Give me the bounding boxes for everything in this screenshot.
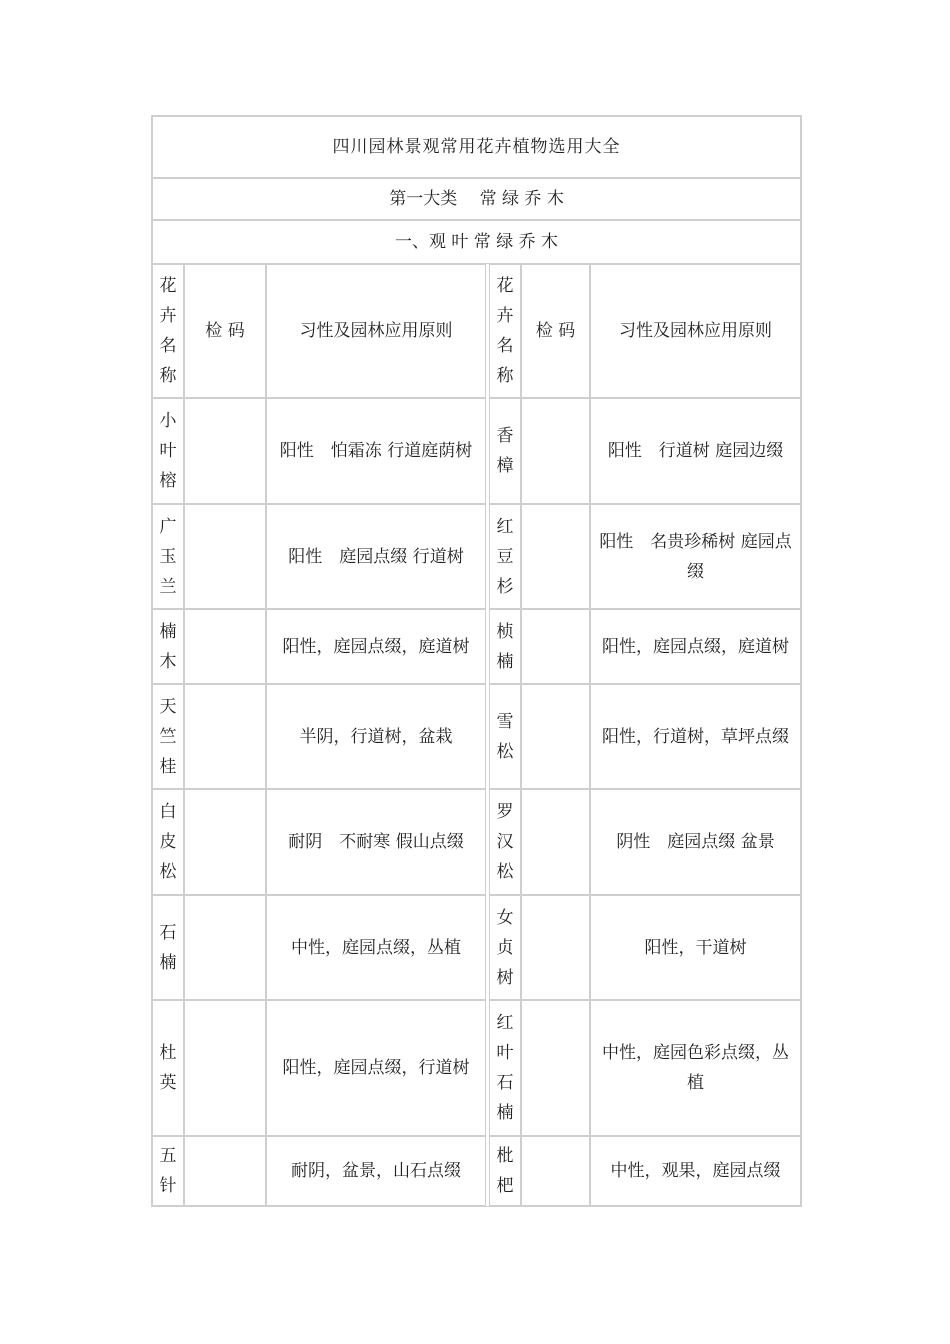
- habit-cell: 耐阴 不耐寒 假山点缀: [266, 789, 486, 895]
- code-cell: [521, 1000, 590, 1136]
- habit-cell: 中性，庭园色彩点缀，丛植: [590, 1000, 801, 1136]
- plant-name-cell: [152, 895, 184, 1000]
- habit-cell: 耐阴，盆景，山石点缀: [266, 1136, 486, 1206]
- plant-name-cell: [489, 1136, 521, 1206]
- code-cell: [184, 789, 266, 895]
- table-row: [152, 895, 801, 1000]
- habit-cell: 阳性，庭园点缀，庭道树: [590, 609, 801, 684]
- table-row: [152, 1000, 801, 1136]
- code-cell: [521, 504, 590, 609]
- habit-cell: 阳性 名贵珍稀树 庭园点缀: [590, 504, 801, 609]
- plant-name-cell: [489, 684, 521, 789]
- plant-name-cell: [152, 1000, 184, 1136]
- header-name-left: [152, 264, 184, 398]
- table-row: [152, 1136, 801, 1206]
- subcategory-heading: 一、观 叶 常 绿 乔 木: [152, 220, 801, 264]
- plant-name: 雪松: [496, 711, 514, 762]
- habit-cell: 阳性，庭园点缀，庭道树: [266, 609, 486, 684]
- plant-name: 小叶榕: [159, 411, 177, 491]
- code-cell: [521, 684, 590, 789]
- habit-cell: 阳性 庭园点缀 行道树: [266, 504, 486, 609]
- plant-name: 红叶石楠: [496, 1013, 514, 1123]
- code-cell: [184, 1136, 266, 1206]
- plant-name: 罗汉松: [496, 802, 514, 882]
- table-row: [152, 684, 801, 789]
- habit-cell: 阴性 庭园点缀 盆景: [590, 789, 801, 895]
- plant-name: 香樟: [496, 426, 514, 476]
- plant-name-cell: [489, 895, 521, 1000]
- plant-name-cell: [152, 609, 184, 684]
- table-row: [152, 398, 801, 504]
- header-name-text: 花卉名称: [159, 276, 177, 386]
- plant-name: 天竺桂: [159, 696, 177, 777]
- plant-name: 桢楠: [496, 621, 514, 672]
- code-cell: [184, 504, 266, 609]
- plant-name: 杜英: [159, 1043, 177, 1093]
- header-name-text: 花卉名称: [496, 276, 514, 386]
- plant-name-cell: [152, 1136, 184, 1206]
- habit-cell: 中性，观果，庭园点缀: [590, 1136, 801, 1206]
- header-desc-left: 习性及园林应用原则: [266, 264, 486, 398]
- plant-name-cell: [152, 504, 184, 609]
- plant-name: 红豆杉: [496, 516, 514, 597]
- table-row: [152, 609, 801, 684]
- code-cell: [521, 895, 590, 1000]
- habit-cell: 阳性，干道树: [590, 895, 801, 1000]
- plant-name: 楠木: [159, 621, 177, 672]
- plant-name: 白皮松: [159, 802, 177, 882]
- code-cell: [521, 398, 590, 504]
- header-code-left: 检 码: [184, 264, 266, 398]
- plant-name: 枇杷: [496, 1146, 514, 1196]
- code-cell: [521, 609, 590, 684]
- header-row: [152, 264, 801, 398]
- habit-cell: 中性，庭园点缀，丛植: [266, 895, 486, 1000]
- code-cell: [521, 789, 590, 895]
- plant-name-cell: [489, 1000, 521, 1136]
- plant-name-cell: [152, 398, 184, 504]
- habit-cell: 半阴，行道树，盆栽: [266, 684, 486, 789]
- habit-cell: 阳性 怕霜冻 行道庭荫树: [266, 398, 486, 504]
- code-cell: [184, 398, 266, 504]
- code-cell: [521, 1136, 590, 1206]
- plant-name-cell: [152, 789, 184, 895]
- code-cell: [184, 684, 266, 789]
- category-heading: 第一大类 常 绿 乔 木: [152, 178, 801, 220]
- header-name-right: [489, 264, 521, 398]
- habit-cell: 阳性 行道树 庭园边缀: [590, 398, 801, 504]
- table-row: [152, 504, 801, 609]
- table-row: [152, 789, 801, 895]
- plant-name: 石楠: [159, 922, 177, 973]
- header-code-right: 检 码: [521, 264, 590, 398]
- plant-name-cell: [489, 398, 521, 504]
- plant-name: 五针: [159, 1146, 177, 1196]
- plant-table: [151, 115, 802, 1207]
- plant-name-cell: [489, 789, 521, 895]
- document-title: 四川园林景观常用花卉植物选用大全: [152, 116, 801, 178]
- habit-cell: 阳性，庭园点缀，行道树: [266, 1000, 486, 1136]
- plant-name-cell: [489, 504, 521, 609]
- plant-name: 女贞树: [496, 907, 514, 988]
- habit-cell: 阳性，行道树，草坪点缀: [590, 684, 801, 789]
- plant-name-cell: [489, 609, 521, 684]
- plant-name-cell: [152, 684, 184, 789]
- code-cell: [184, 1000, 266, 1136]
- header-desc-right: 习性及园林应用原则: [590, 264, 801, 398]
- code-cell: [184, 609, 266, 684]
- code-cell: [184, 895, 266, 1000]
- plant-name: 广玉兰: [159, 516, 177, 597]
